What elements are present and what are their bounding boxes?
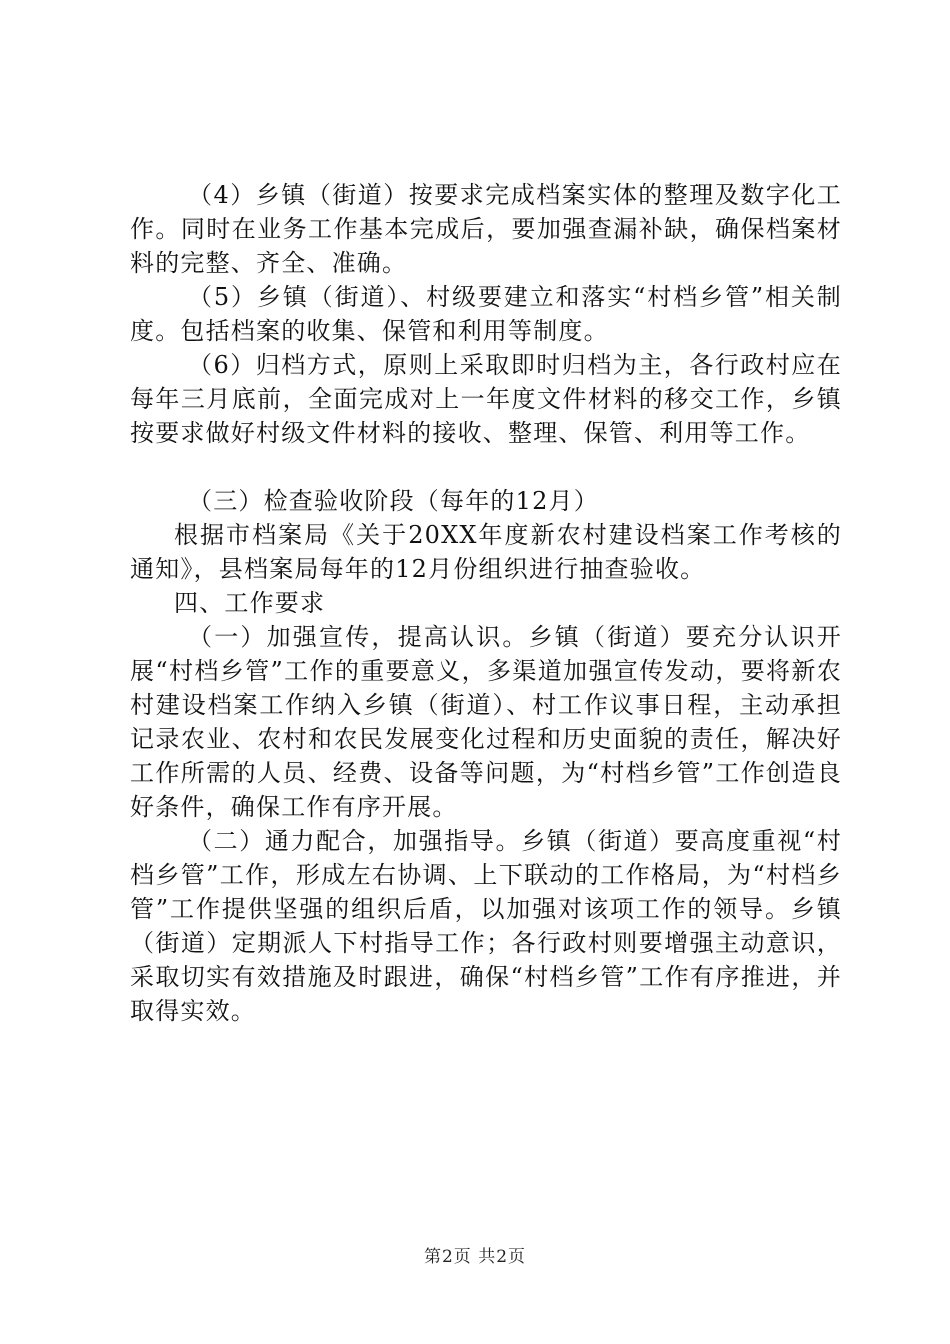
paragraph-requirement-2: （二）通力配合，加强指导。乡镇（街道）要高度重视“村档乡管”工作，形成左右协调、上下联动的工作格局，为“村档乡管”工作提供坚强的组织后盾，以加强对该项工作的领导。乡镇（街道）定期派人下村指导工作；各行政村则要增强主动意识，采取切实有效措施及时跟进，确保“村档乡管”工作有序推进，并取得实效。 bbox=[130, 827, 842, 1025]
page-number-footer: 第2页 共2页 bbox=[423, 1247, 527, 1267]
paragraph-requirement-1: （一）加强宣传，提高认识。乡镇（街道）要充分认识开展“村档乡管”工作的重要意义，多渠道加强宣传发动，要将新农村建设档案工作纳入乡镇（街道）、村工作议事日程，主动承担记录农业、农村和农民发展变化过程和历史面貌的责任，解决好工作所需的人员、经费、设备等问题，为“村档乡管”工作创造良好条件，确保工作有序开展。 bbox=[130, 623, 842, 821]
paragraph-item-5: （5）乡镇（街道）、村级要建立和落实“村档乡管”相关制度。包括档案的收集、保管和利用等制度。 bbox=[130, 283, 842, 345]
section-heading-requirements: 四、工作要求 bbox=[174, 589, 326, 617]
paragraph-item-4: （4）乡镇（街道）按要求完成档案实体的整理及数字化工作。同时在业务工作基本完成后，要加强查漏补缺，确保档案材料的完整、齐全、准确。 bbox=[130, 181, 842, 277]
section-heading-inspection: （三）检查验收阶段（每年的12月） bbox=[188, 487, 599, 515]
document-body bbox=[130, 178, 842, 1028]
paragraph-inspection-body: 根据市档案局《关于20XX年度新农村建设档案工作考核的通知》，县档案局每年的12月份组织进行抽查验收。 bbox=[130, 521, 842, 583]
paragraph-item-6: （6）归档方式，原则上采取即时归档为主，各行政村应在每年三月底前，全面完成对上一年度文件材料的移交工作，乡镇按要求做好村级文件材料的接收、整理、保管、利用等工作。 bbox=[130, 351, 842, 447]
